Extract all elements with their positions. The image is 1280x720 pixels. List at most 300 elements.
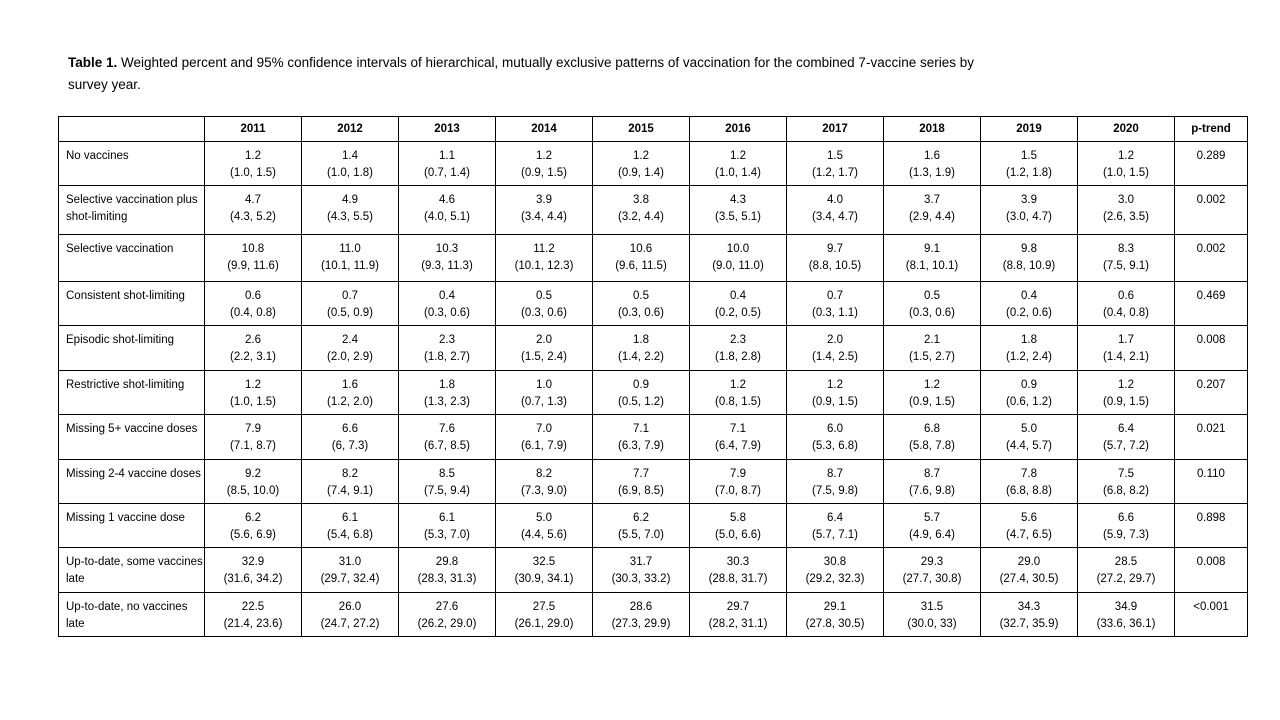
confidence-interval: (1.2, 2.0) xyxy=(326,396,374,408)
confidence-interval: (30.0, 33) xyxy=(907,618,957,630)
value-cell xyxy=(981,186,1078,235)
estimate: 6.4 xyxy=(827,512,843,524)
estimate: 0.7 xyxy=(342,290,358,302)
value-cell xyxy=(787,504,884,548)
confidence-interval: (0.2, 0.5) xyxy=(714,307,762,319)
confidence-interval: (33.6, 36.1) xyxy=(1096,618,1156,630)
estimate: 6.6 xyxy=(342,423,358,435)
value-cell xyxy=(399,548,496,593)
estimate: 32.9 xyxy=(241,556,265,568)
value-cell xyxy=(787,371,884,415)
confidence-interval: (27.2, 29.7) xyxy=(1096,573,1156,585)
estimate: 5.0 xyxy=(536,512,552,524)
confidence-interval: (9.0, 11.0) xyxy=(712,260,764,272)
value-cell xyxy=(302,593,399,637)
confidence-interval: (0.4, 0.8) xyxy=(229,307,277,319)
table-row xyxy=(59,593,1248,637)
confidence-interval: (5.7, 7.1) xyxy=(811,529,859,541)
estimate: 7.1 xyxy=(730,423,746,435)
confidence-interval: (3.2, 4.4) xyxy=(617,211,665,223)
header-year-2013: 2013 xyxy=(399,117,496,142)
confidence-interval: (30.3, 33.2) xyxy=(611,573,671,585)
estimate: 1.2 xyxy=(924,379,940,391)
estimate: 32.5 xyxy=(532,556,556,568)
confidence-interval: (6.3, 7.9) xyxy=(617,440,665,452)
estimate: 0.6 xyxy=(245,290,261,302)
confidence-interval: (4.3, 5.2) xyxy=(229,211,277,223)
value-cell xyxy=(787,142,884,186)
value-cell xyxy=(1078,326,1175,371)
value-cell xyxy=(981,282,1078,326)
p-trend-cell: 0.207 xyxy=(1175,371,1248,415)
estimate: 3.8 xyxy=(633,194,649,206)
estimate: 6.1 xyxy=(439,512,455,524)
confidence-interval: (2.0, 2.9) xyxy=(326,351,374,363)
value-cell xyxy=(1078,186,1175,235)
value-cell xyxy=(593,186,690,235)
estimate: 1.0 xyxy=(536,379,552,391)
estimate: 30.3 xyxy=(726,556,750,568)
header-year-2017: 2017 xyxy=(787,117,884,142)
header-year-2016: 2016 xyxy=(690,117,787,142)
value-cell xyxy=(787,415,884,460)
estimate: 29.8 xyxy=(435,556,459,568)
estimate: 1.8 xyxy=(1021,334,1037,346)
value-cell xyxy=(690,235,787,282)
confidence-interval: (3.4, 4.4) xyxy=(520,211,568,223)
estimate: 2.1 xyxy=(924,334,940,346)
estimate: 29.0 xyxy=(1017,556,1041,568)
table-row xyxy=(59,186,1248,235)
confidence-interval: (27.4, 30.5) xyxy=(999,573,1059,585)
estimate: 4.3 xyxy=(730,194,746,206)
estimate: 28.5 xyxy=(1114,556,1138,568)
table-row xyxy=(59,282,1248,326)
estimate: 5.0 xyxy=(1021,423,1037,435)
confidence-interval: (3.4, 4.7) xyxy=(811,211,859,223)
p-trend-cell: 0.021 xyxy=(1175,415,1248,460)
value-cell xyxy=(690,326,787,371)
confidence-interval: (24.7, 27.2) xyxy=(320,618,380,630)
estimate: 9.1 xyxy=(924,243,940,255)
value-cell xyxy=(302,371,399,415)
value-cell xyxy=(399,504,496,548)
estimate: 29.1 xyxy=(823,601,847,613)
confidence-interval: (5.0, 6.6) xyxy=(714,529,762,541)
estimate: 5.7 xyxy=(924,512,940,524)
confidence-interval: (7.4, 9.1) xyxy=(326,485,374,497)
confidence-interval: (6.9, 8.5) xyxy=(617,485,665,497)
estimate: 8.3 xyxy=(1118,243,1134,255)
estimate: 34.3 xyxy=(1017,601,1041,613)
value-cell xyxy=(496,460,593,504)
estimate: 0.4 xyxy=(730,290,746,302)
estimate: 30.8 xyxy=(823,556,847,568)
value-cell xyxy=(884,593,981,637)
estimate: 10.3 xyxy=(435,243,459,255)
value-cell xyxy=(1078,460,1175,504)
value-cell xyxy=(884,460,981,504)
estimate: 6.4 xyxy=(1118,423,1134,435)
estimate: 4.7 xyxy=(245,194,261,206)
value-cell xyxy=(1078,548,1175,593)
confidence-interval: (9.3, 11.3) xyxy=(421,260,473,272)
value-cell xyxy=(981,593,1078,637)
value-cell xyxy=(399,371,496,415)
table-row xyxy=(59,460,1248,504)
estimate: 7.7 xyxy=(633,468,649,480)
table-caption xyxy=(68,52,1008,96)
confidence-interval: (6.8, 8.8) xyxy=(1005,485,1053,497)
confidence-interval: (1.2, 2.4) xyxy=(1005,351,1053,363)
value-cell xyxy=(399,186,496,235)
value-cell xyxy=(981,142,1078,186)
value-cell xyxy=(690,371,787,415)
table-row xyxy=(59,326,1248,371)
value-cell xyxy=(690,548,787,593)
value-cell xyxy=(399,282,496,326)
estimate: 1.2 xyxy=(730,150,746,162)
row-label: No vaccines xyxy=(59,142,205,186)
value-cell xyxy=(884,142,981,186)
confidence-interval: (8.8, 10.9) xyxy=(1002,260,1056,272)
confidence-interval: (6.7, 8.5) xyxy=(423,440,471,452)
estimate: 1.5 xyxy=(827,150,843,162)
value-cell xyxy=(884,326,981,371)
value-cell xyxy=(981,504,1078,548)
value-cell xyxy=(884,415,981,460)
confidence-interval: (5.8, 7.8) xyxy=(908,440,956,452)
estimate: 1.2 xyxy=(827,379,843,391)
estimate: 1.2 xyxy=(1118,379,1134,391)
p-trend-cell: 0.289 xyxy=(1175,142,1248,186)
value-cell xyxy=(205,593,302,637)
confidence-interval: (9.9, 11.6) xyxy=(227,260,279,272)
confidence-interval: (5.4, 6.8) xyxy=(326,529,374,541)
value-cell xyxy=(690,593,787,637)
confidence-interval: (0.3, 0.6) xyxy=(520,307,568,319)
estimate: 0.5 xyxy=(536,290,552,302)
estimate: 1.5 xyxy=(1021,150,1037,162)
header-year-2011: 2011 xyxy=(205,117,302,142)
p-trend-cell: 0.110 xyxy=(1175,460,1248,504)
estimate: 28.6 xyxy=(629,601,653,613)
value-cell xyxy=(593,142,690,186)
confidence-interval: (1.0, 1.5) xyxy=(229,396,277,408)
estimate: 29.7 xyxy=(726,601,750,613)
value-cell xyxy=(205,548,302,593)
estimate: 27.5 xyxy=(532,601,556,613)
value-cell xyxy=(205,371,302,415)
table-row xyxy=(59,371,1248,415)
value-cell xyxy=(884,548,981,593)
confidence-interval: (0.3, 1.1) xyxy=(811,307,859,319)
confidence-interval: (0.6, 1.2) xyxy=(1005,396,1053,408)
estimate: 0.5 xyxy=(924,290,940,302)
caption-label: Table 1. xyxy=(68,55,118,70)
estimate: 29.3 xyxy=(920,556,944,568)
estimate: 8.2 xyxy=(536,468,552,480)
estimate: 2.4 xyxy=(342,334,358,346)
row-label: Restrictive shot-limiting xyxy=(59,371,205,415)
value-cell xyxy=(302,460,399,504)
estimate: 0.4 xyxy=(1021,290,1037,302)
confidence-interval: (30.9, 34.1) xyxy=(514,573,574,585)
estimate: 7.9 xyxy=(730,468,746,480)
confidence-interval: (0.9, 1.5) xyxy=(908,396,956,408)
value-cell xyxy=(690,460,787,504)
confidence-interval: (27.3, 29.9) xyxy=(611,618,671,630)
value-cell xyxy=(787,460,884,504)
confidence-interval: (28.3, 31.3) xyxy=(417,573,477,585)
confidence-interval: (1.5, 2.7) xyxy=(908,351,956,363)
table-row xyxy=(59,504,1248,548)
confidence-interval: (0.5, 1.2) xyxy=(617,396,665,408)
estimate: 1.1 xyxy=(439,150,455,162)
value-cell xyxy=(787,282,884,326)
value-cell xyxy=(496,235,593,282)
confidence-interval: (1.2, 1.7) xyxy=(811,167,859,179)
confidence-interval: (1.0, 1.4) xyxy=(714,167,762,179)
table-row xyxy=(59,142,1248,186)
value-cell xyxy=(496,326,593,371)
value-cell xyxy=(787,548,884,593)
confidence-interval: (7.5, 9.4) xyxy=(423,485,471,497)
confidence-interval: (1.8, 2.7) xyxy=(423,351,471,363)
estimate: 2.3 xyxy=(730,334,746,346)
value-cell xyxy=(496,548,593,593)
value-cell xyxy=(884,504,981,548)
value-cell xyxy=(981,235,1078,282)
value-cell xyxy=(981,415,1078,460)
value-cell xyxy=(787,326,884,371)
value-cell xyxy=(787,186,884,235)
estimate: 10.6 xyxy=(629,243,653,255)
confidence-interval: (5.9, 7.3) xyxy=(1102,529,1150,541)
value-cell xyxy=(981,548,1078,593)
value-cell xyxy=(1078,504,1175,548)
estimate: 0.9 xyxy=(633,379,649,391)
value-cell xyxy=(302,235,399,282)
confidence-interval: (7.5, 9.8) xyxy=(811,485,859,497)
confidence-interval: (5.7, 7.2) xyxy=(1102,440,1150,452)
estimate: 5.6 xyxy=(1021,512,1037,524)
confidence-interval: (28.8, 31.7) xyxy=(708,573,768,585)
estimate: 1.8 xyxy=(633,334,649,346)
value-cell xyxy=(593,504,690,548)
estimate: 27.6 xyxy=(435,601,459,613)
header-year-2019: 2019 xyxy=(981,117,1078,142)
confidence-interval: (0.9, 1.5) xyxy=(1102,396,1150,408)
confidence-interval: (7.5, 9.1) xyxy=(1102,260,1150,272)
value-cell xyxy=(981,371,1078,415)
value-cell xyxy=(496,186,593,235)
value-cell xyxy=(205,282,302,326)
value-cell xyxy=(496,593,593,637)
confidence-interval: (1.0, 1.5) xyxy=(229,167,277,179)
value-cell xyxy=(593,326,690,371)
value-cell xyxy=(399,593,496,637)
estimate: 7.5 xyxy=(1118,468,1134,480)
estimate: 7.0 xyxy=(536,423,552,435)
estimate: 1.2 xyxy=(245,150,261,162)
confidence-interval: (4.4, 5.6) xyxy=(520,529,568,541)
value-cell xyxy=(302,142,399,186)
value-cell xyxy=(593,415,690,460)
confidence-interval: (5.3, 7.0) xyxy=(423,529,471,541)
confidence-interval: (31.6, 34.2) xyxy=(223,573,283,585)
estimate: 5.8 xyxy=(730,512,746,524)
estimate: 4.6 xyxy=(439,194,455,206)
row-label: Episodic shot-limiting xyxy=(59,326,205,371)
confidence-interval: (0.9, 1.5) xyxy=(811,396,859,408)
value-cell xyxy=(981,460,1078,504)
confidence-interval: (28.2, 31.1) xyxy=(708,618,768,630)
value-cell xyxy=(884,371,981,415)
value-cell xyxy=(787,593,884,637)
value-cell xyxy=(1078,415,1175,460)
value-cell xyxy=(399,142,496,186)
value-cell xyxy=(1078,593,1175,637)
estimate: 7.6 xyxy=(439,423,455,435)
value-cell xyxy=(496,371,593,415)
estimate: 31.5 xyxy=(920,601,944,613)
row-label: Missing 1 vaccine dose xyxy=(59,504,205,548)
value-cell xyxy=(205,235,302,282)
value-cell xyxy=(884,186,981,235)
confidence-interval: (4.7, 6.5) xyxy=(1005,529,1053,541)
confidence-interval: (0.8, 1.5) xyxy=(714,396,762,408)
confidence-interval: (5.6, 6.9) xyxy=(229,529,277,541)
confidence-interval: (7.1, 8.7) xyxy=(229,440,277,452)
estimate: 11.2 xyxy=(533,243,555,255)
estimate: 6.0 xyxy=(827,423,843,435)
confidence-interval: (8.5, 10.0) xyxy=(226,485,280,497)
estimate: 4.0 xyxy=(827,194,843,206)
confidence-interval: (10.1, 12.3) xyxy=(514,260,574,272)
p-trend-cell: 0.469 xyxy=(1175,282,1248,326)
estimate: 2.6 xyxy=(245,334,261,346)
confidence-interval: (4.3, 5.5) xyxy=(326,211,374,223)
estimate: 9.2 xyxy=(245,468,261,480)
estimate: 1.2 xyxy=(536,150,552,162)
value-cell xyxy=(399,460,496,504)
value-cell xyxy=(593,548,690,593)
value-cell xyxy=(1078,142,1175,186)
value-cell xyxy=(399,415,496,460)
confidence-interval: (0.5, 0.9) xyxy=(326,307,374,319)
estimate: 10.0 xyxy=(726,243,750,255)
value-cell xyxy=(690,186,787,235)
confidence-interval: (0.9, 1.5) xyxy=(520,167,568,179)
confidence-interval: (3.5, 5.1) xyxy=(714,211,762,223)
value-cell xyxy=(302,504,399,548)
estimate: 1.2 xyxy=(1118,150,1134,162)
value-cell xyxy=(399,326,496,371)
value-cell xyxy=(690,282,787,326)
row-label: Missing 2-4 vaccine doses xyxy=(59,460,205,504)
estimate: 6.6 xyxy=(1118,512,1134,524)
confidence-interval: (2.6, 3.5) xyxy=(1102,211,1150,223)
confidence-interval: (1.4, 2.5) xyxy=(811,351,859,363)
estimate: 8.7 xyxy=(827,468,843,480)
value-cell xyxy=(302,548,399,593)
value-cell xyxy=(205,504,302,548)
estimate: 0.9 xyxy=(1021,379,1037,391)
header-year-2018: 2018 xyxy=(884,117,981,142)
confidence-interval: (0.7, 1.4) xyxy=(423,167,471,179)
row-label: Selective vaccination xyxy=(59,235,205,282)
row-label: Consistent shot-limiting xyxy=(59,282,205,326)
value-cell xyxy=(496,504,593,548)
confidence-interval: (0.3, 0.6) xyxy=(617,307,665,319)
confidence-interval: (1.3, 2.3) xyxy=(423,396,471,408)
header-p-trend: p-trend xyxy=(1175,117,1248,142)
estimate: 31.0 xyxy=(338,556,362,568)
header-row xyxy=(59,117,1248,142)
value-cell xyxy=(593,593,690,637)
estimate: 6.8 xyxy=(924,423,940,435)
estimate: 0.5 xyxy=(633,290,649,302)
confidence-interval: (1.4, 2.2) xyxy=(617,351,665,363)
estimate: 8.5 xyxy=(439,468,455,480)
estimate: 0.6 xyxy=(1118,290,1134,302)
row-label: Up-to-date, no vaccines late xyxy=(59,593,205,637)
confidence-interval: (1.2, 1.8) xyxy=(1005,167,1053,179)
confidence-interval: (6, 7.3) xyxy=(331,440,369,452)
confidence-interval: (0.3, 0.6) xyxy=(423,307,471,319)
estimate: 1.4 xyxy=(342,150,358,162)
confidence-interval: (1.0, 1.8) xyxy=(326,167,374,179)
estimate: 3.7 xyxy=(924,194,940,206)
confidence-interval: (8.1, 10.1) xyxy=(905,260,959,272)
value-cell xyxy=(593,282,690,326)
confidence-interval: (29.2, 32.3) xyxy=(805,573,865,585)
estimate: 1.2 xyxy=(633,150,649,162)
confidence-interval: (27.7, 30.8) xyxy=(902,573,962,585)
table-row xyxy=(59,548,1248,593)
estimate: 22.5 xyxy=(241,601,265,613)
estimate: 0.7 xyxy=(827,290,843,302)
value-cell xyxy=(205,460,302,504)
caption-text: Weighted percent and 95% confidence intervals of hierarchical, mutually exclusive patterns of vaccination for the combined 7-vaccine series by survey year. xyxy=(68,55,974,92)
header-year-2014: 2014 xyxy=(496,117,593,142)
estimate: 6.2 xyxy=(633,512,649,524)
value-cell xyxy=(205,142,302,186)
confidence-interval: (0.7, 1.3) xyxy=(520,396,568,408)
table-row xyxy=(59,415,1248,460)
confidence-interval: (5.5, 7.0) xyxy=(617,529,665,541)
value-cell xyxy=(690,504,787,548)
value-cell xyxy=(205,326,302,371)
confidence-interval: (4.9, 6.4) xyxy=(908,529,956,541)
estimate: 9.8 xyxy=(1021,243,1037,255)
value-cell xyxy=(496,415,593,460)
confidence-interval: (5.3, 6.8) xyxy=(811,440,859,452)
confidence-interval: (29.7, 32.4) xyxy=(320,573,380,585)
value-cell xyxy=(884,235,981,282)
value-cell xyxy=(302,326,399,371)
confidence-interval: (6.4, 7.9) xyxy=(714,440,762,452)
confidence-interval: (6.8, 8.2) xyxy=(1102,485,1150,497)
confidence-interval: (21.4, 23.6) xyxy=(223,618,283,630)
confidence-interval: (4.4, 5.7) xyxy=(1005,440,1053,452)
confidence-interval: (8.8, 10.5) xyxy=(808,260,862,272)
row-label: Up-to-date, some vaccines late xyxy=(59,548,205,593)
estimate: 1.8 xyxy=(439,379,455,391)
estimate: 3.9 xyxy=(536,194,552,206)
p-trend-cell: 0.008 xyxy=(1175,548,1248,593)
